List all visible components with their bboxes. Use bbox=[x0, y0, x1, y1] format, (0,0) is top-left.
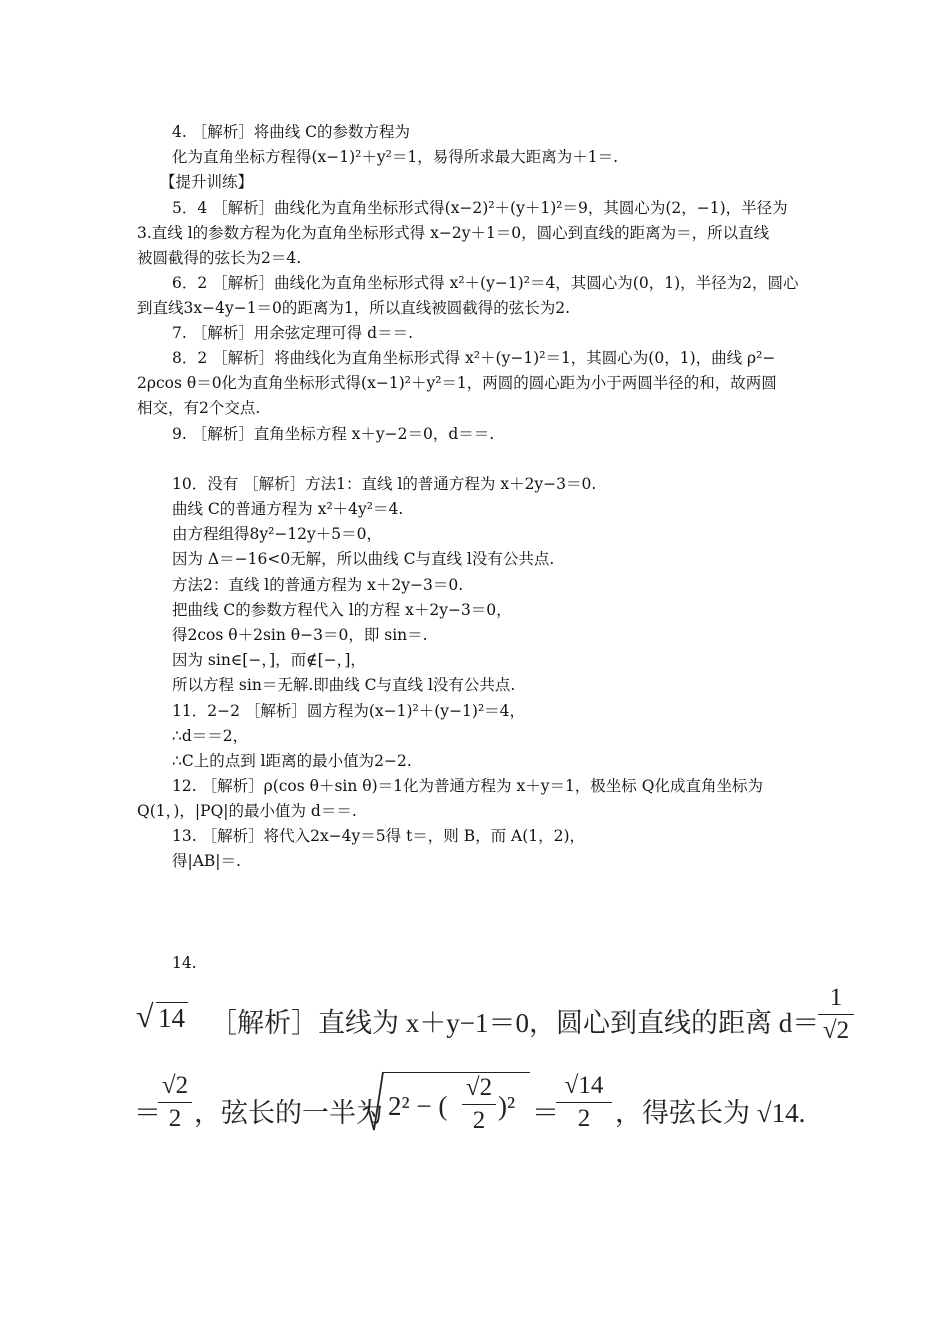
line-4b: 化为直角坐标方程得(x−1)²＋y²＝1，易得所求最大距离为＋1＝. bbox=[172, 148, 619, 166]
line-11: 11．2−2 ［解析］圆方程为(x−1)²＋(y−1)²＝4， bbox=[172, 702, 526, 720]
fraction-bar bbox=[462, 1104, 496, 1105]
line-10f: 把曲线 C的参数方程代入 l的方程 x＋2y−3＝0， bbox=[172, 601, 512, 619]
line-9: 9. ［解析］直角坐标方程 x＋y−2＝0，d＝＝. bbox=[172, 425, 495, 443]
formula-text-end: ，得弦长为 √14. bbox=[615, 1098, 806, 1128]
equals-sign-2: ＝ bbox=[532, 1098, 559, 1128]
line-10d: 因为 Δ＝−16<0无解，所以曲线 C与直线 l没有公共点. bbox=[172, 550, 555, 568]
line-5b: 3.直线 l的参数方程为化为直角坐标形式得 x−2y＋1＝0，圆心到直线的距离为＝，所以直线 bbox=[137, 224, 770, 242]
fraction-4 bbox=[556, 1072, 612, 1133]
line-6: 6．2 ［解析］曲线化为直角坐标形式得 x²＋(y−1)²＝4，其圆心为(0，1)，半径为2，圆心 bbox=[172, 274, 799, 292]
fraction-1-num: 1 bbox=[829, 984, 843, 1011]
line-10h: 因为 sin∈[−，]，而∉[−，]， bbox=[172, 651, 366, 669]
line-5c: 被圆截得的弦长为2＝4. bbox=[137, 249, 302, 267]
line-11b: ∴d＝＝2， bbox=[172, 727, 249, 745]
fraction-2-num: √2 bbox=[161, 1072, 189, 1099]
line-10e: 方法2：直线 l的普通方程为 x＋2y−3＝0. bbox=[172, 576, 464, 594]
fraction-1 bbox=[818, 984, 854, 1045]
fraction-bar bbox=[818, 1014, 854, 1015]
radical-sign bbox=[362, 1070, 384, 1132]
fraction-3-den: 2 bbox=[472, 1107, 486, 1134]
line-6b: 到直线3x−4y−1＝0的距离为1，所以直线被圆截得的弦长为2. bbox=[137, 299, 571, 317]
line-13: 13. ［解析］将代入2x−4y＝5得 t＝，则 B，而 A(1，2)， bbox=[172, 827, 586, 845]
fraction-bar bbox=[556, 1102, 612, 1103]
section-heading: 【提升训练】 bbox=[160, 173, 254, 191]
line-7: 7. ［解析］用余弦定理可得 d＝＝. bbox=[172, 324, 413, 342]
line-10i: 所以方程 sin＝无解.即曲线 C与直线 l没有公共点. bbox=[172, 676, 516, 694]
fraction-bar bbox=[158, 1102, 192, 1103]
line-5: 5．4 ［解析］曲线化为直角坐标形式得(x−2)²＋(y＋1)²＝9，其圆心为(2，−1)，半径为 bbox=[172, 199, 788, 217]
sqrt-sign: √ bbox=[136, 998, 154, 1034]
line-8c: 相交，有2个交点. bbox=[137, 399, 261, 417]
radicand-part-b: )² bbox=[498, 1091, 516, 1121]
fraction-2-den: 2 bbox=[168, 1105, 182, 1132]
equals-sign: ＝ bbox=[134, 1098, 161, 1128]
line-8: 8．2 ［解析］将曲线化为直角坐标形式得 x²＋(y−1)²＝1，其圆心为(0，1)，曲线 ρ²− bbox=[172, 349, 776, 367]
radical-overline bbox=[382, 1072, 530, 1073]
fraction-2 bbox=[158, 1072, 192, 1133]
line-4: 4. ［解析］将曲线 C的参数方程为 bbox=[172, 123, 411, 141]
line-14: 14. bbox=[172, 954, 197, 972]
line-10g: 得2cos θ＋2sin θ−3＝0，即 sin＝. bbox=[172, 626, 428, 644]
line-8b: 2ρcos θ＝0化为直角坐标形式得(x−1)²＋y²＝1，两圆的圆心距为小于两圆半径的和，故两圆 bbox=[137, 374, 777, 392]
line-11c: ∴C上的点到 l距离的最小值为2−2. bbox=[172, 752, 412, 770]
formula-text-1: ［解析］直线为 x＋y−1＝0，圆心到直线的距离 d＝ bbox=[210, 1008, 820, 1038]
formula-text-2: ，弦长的一半为 bbox=[194, 1098, 383, 1128]
line-10: 10．没有 ［解析］方法1：直线 l的普通方程为 x＋2y−3＝0. bbox=[172, 475, 597, 493]
radicand-part-a: 2² − ( bbox=[388, 1091, 448, 1121]
fraction-1-den: √2 bbox=[822, 1017, 850, 1044]
line-12b: Q(1，)，|PQ|的最小值为 d＝＝. bbox=[137, 802, 357, 820]
line-10c: 由方程组得8y²−12y＋5＝0， bbox=[172, 525, 383, 543]
line-10b: 曲线 C的普通方程为 x²＋4y²＝4. bbox=[172, 500, 404, 518]
line-12: 12. ［解析］ρ(cos θ＋sin θ)＝1化为普通方程为 x＋y＝1，极坐标 Q化成直角坐标为 bbox=[172, 777, 763, 795]
fraction-4-den: 2 bbox=[577, 1105, 591, 1132]
fraction-4-num: √14 bbox=[564, 1072, 604, 1099]
root-value: 14 bbox=[158, 1003, 185, 1033]
fraction-3-num: √2 bbox=[465, 1074, 493, 1101]
line-13b: 得|AB|＝. bbox=[172, 852, 241, 870]
fraction-3 bbox=[462, 1074, 496, 1135]
